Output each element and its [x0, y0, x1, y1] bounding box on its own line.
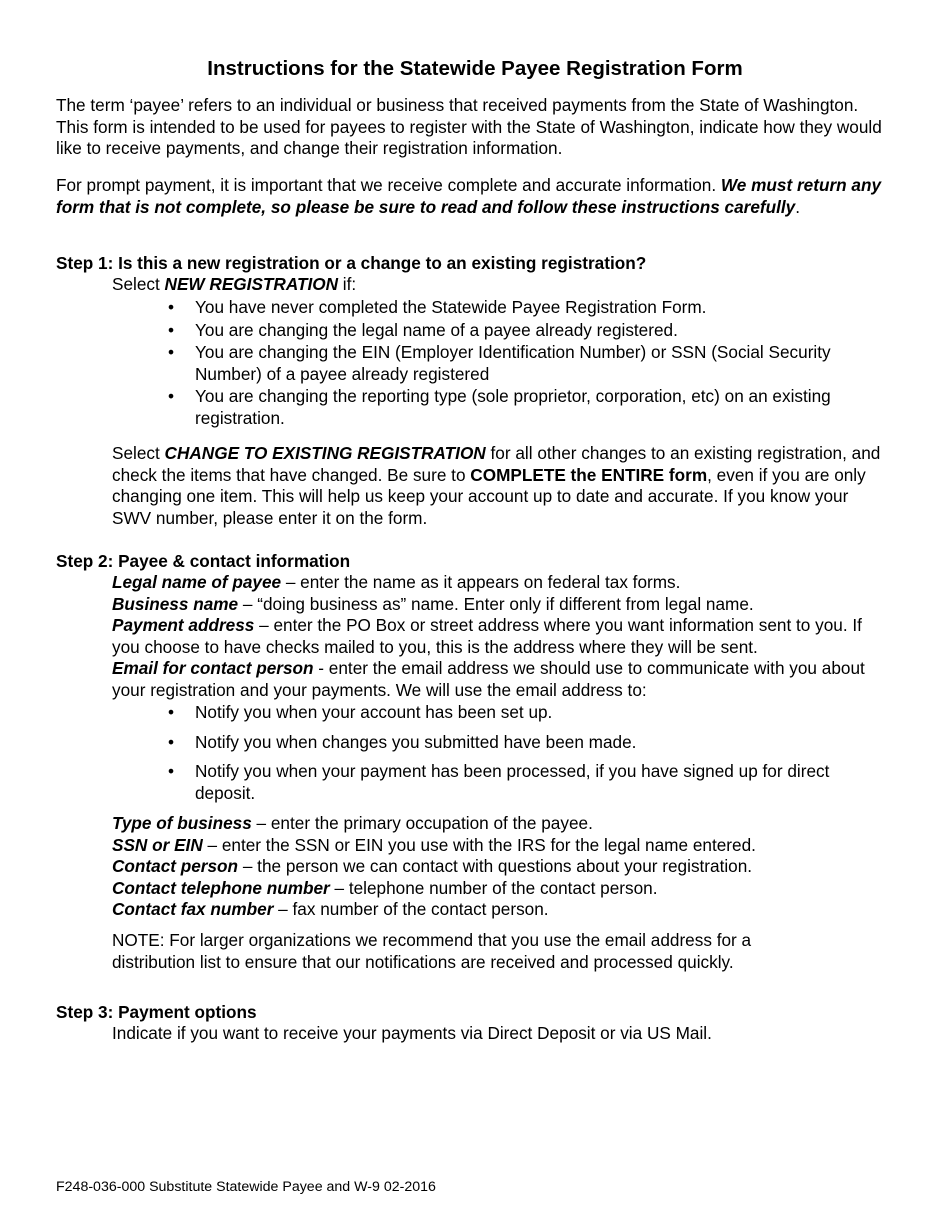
- ssn-ein-description: [112, 835, 892, 857]
- note-paragraph: NOTE: For larger organizations we recommend that you use the email address for a distribution list to ensure that our notifications are received and processed quickly.: [112, 930, 752, 972]
- list-item: • You have never completed the Statewide Payee Registration Form.: [168, 297, 892, 319]
- email-uses-list: [168, 702, 892, 804]
- type-of-business-description: [112, 813, 892, 835]
- legal-name-description: [112, 572, 892, 594]
- contact-phone-label: Contact telephone number: [112, 877, 330, 898]
- prompt-payment-end: .: [795, 196, 801, 217]
- business-name-description: [112, 594, 892, 616]
- change-text-1: for all other changes to an existing registration, and check the items that have changed. Be sure to: [112, 443, 881, 485]
- email-description: [112, 658, 892, 701]
- change-registration-paragraph: [112, 443, 892, 529]
- intro-paragraph: The term ‘payee’ refers to an individual or business that received payments from the State of Washington. This form is intended to be used for payees to register with the State of Washington, indicate how they would like to receive payments, and change their registration information.: [56, 95, 882, 159]
- payment-address-description: [112, 615, 892, 658]
- step1-select-suffix: if:: [338, 274, 357, 294]
- step3-text: Indicate if you want to receive your payments via Direct Deposit or via US Mail.: [112, 1023, 712, 1043]
- list-item: • You are changing the reporting type (sole proprietor, corporation, etc) on an existing registration.: [168, 386, 892, 429]
- step2-heading: Step 2: Payee & contact information: [56, 551, 351, 571]
- step1-select-prefix: Select: [112, 274, 165, 294]
- business-name-label: Business name: [112, 593, 239, 614]
- contact-person-label: Contact person: [112, 856, 239, 877]
- contact-fax-description: [112, 899, 892, 921]
- page-title: Instructions for the Statewide Payee Registration Form: [207, 57, 743, 80]
- business-name-text: – “doing business as” name. Enter only if different from legal name.: [238, 593, 754, 614]
- contact-fax-label: Contact fax number: [112, 899, 274, 920]
- prompt-payment-warning: We must return any form that is not complete, so please be sure to read and follow these instructions carefully: [56, 175, 882, 217]
- prompt-payment-text: For prompt payment, it is important that we receive complete and accurate information.: [56, 175, 721, 195]
- ssn-ein-label: SSN or EIN: [112, 834, 203, 855]
- form-footer: F248-036-000 Substitute Statewide Payee and W-9 02-2016: [56, 1179, 436, 1195]
- payment-address-text: – enter the PO Box or street address where you want information sent to you. If you choose to have checks mailed to you, this is the address where they will be sent.: [112, 615, 862, 657]
- list-item: • Notify you when your payment has been processed, if you have signed up for direct deposit.: [168, 761, 892, 804]
- list-item: • Notify you when changes you submitted have been made.: [168, 732, 892, 754]
- change-select-prefix: Select: [112, 443, 165, 463]
- contact-phone-description: [112, 878, 892, 900]
- list-item: • You are changing the legal name of a payee already registered.: [168, 320, 892, 342]
- list-item: • You are changing the EIN (Employer Identification Number) or SSN (Social Security Number) of a payee already registered: [168, 342, 892, 385]
- type-of-business-text: – enter the primary occupation of the payee.: [251, 813, 593, 833]
- type-of-business-label: Type of business: [112, 813, 252, 833]
- change-registration-label: CHANGE TO EXISTING REGISTRATION: [164, 443, 486, 463]
- step1-bullet-list: [168, 297, 892, 430]
- legal-name-label: Legal name of payee: [112, 572, 282, 592]
- step2-more-descriptions: [112, 813, 892, 921]
- new-registration-label: NEW REGISTRATION: [164, 274, 339, 294]
- email-text: - enter the email address we should use to communicate with you about your registration and your payments. We will use the email address to:: [112, 658, 865, 700]
- step1-heading: Step 1: Is this a new registration or a change to an existing registration?: [56, 253, 647, 273]
- contact-fax-text: – fax number of the contact person.: [273, 899, 549, 920]
- legal-name-text: – enter the name as it appears on federal tax forms.: [281, 572, 681, 592]
- contact-phone-text: – telephone number of the contact person.: [329, 877, 658, 898]
- ssn-ein-text: – enter the SSN or EIN you use with the IRS for the legal name entered.: [202, 834, 756, 855]
- list-item: • Notify you when your account has been set up.: [168, 702, 892, 724]
- step1-new-registration-line: [112, 274, 892, 296]
- contact-person-description: [112, 856, 892, 878]
- email-label: Email for contact person: [112, 658, 314, 679]
- step2-field-descriptions: [112, 572, 892, 702]
- payment-address-label: Payment address: [112, 615, 255, 636]
- prompt-payment-paragraph: [56, 175, 886, 218]
- contact-person-text: – the person we can contact with questions about your registration.: [238, 856, 753, 877]
- complete-entire-form-emphasis: COMPLETE the ENTIRE form: [470, 464, 708, 485]
- change-text-2: , even if you are only changing one item. This will help us keep your account up to date and accurate. If you know your SWV number, please enter it on the form.: [112, 464, 866, 528]
- step3-heading: Step 3: Payment options: [56, 1002, 257, 1022]
